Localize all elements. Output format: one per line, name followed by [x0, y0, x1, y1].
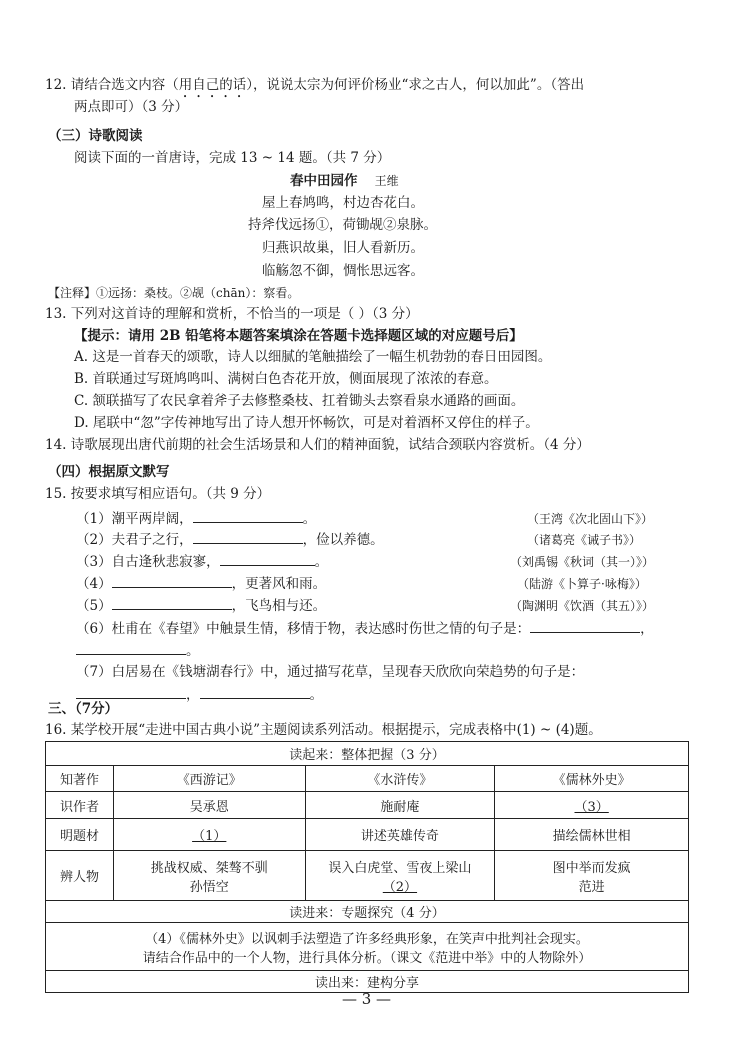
character-3-name: 范进	[578, 879, 605, 895]
q15-1-post: 。	[302, 511, 317, 527]
cell-character-3	[495, 851, 689, 901]
section4-title: （四）根据原文默写	[48, 464, 170, 480]
section3-intro: 阅读下面的一首唐诗，完成 13 ~ 14 题。（共 7 分）	[74, 150, 391, 166]
poem-note: 【注释】①远扬：桑枝。②觇（chān）：察看。	[48, 286, 300, 300]
row-label-know-author: 识作者	[46, 792, 114, 819]
q13-tip: 【提示：请用 2B 铅笔将本题答案填涂在答题卡选择题区域的对应题号后】	[74, 328, 523, 344]
q15-item-1	[76, 508, 316, 528]
q15-item-4	[76, 573, 326, 593]
q15-item-3	[76, 551, 328, 571]
cell-theme-2: 讲述英雄传奇	[305, 819, 495, 851]
q4-line-1: （4）《儒林外史》以讽刺手法塑造了许多经典形象，在笑声中批判社会现实。	[145, 931, 589, 947]
poem-line-2: 持斧伐远扬①，荷锄觇②泉脉。	[248, 217, 437, 233]
cell-theme-blank-1[interactable]	[113, 819, 305, 851]
reading-activity-table	[45, 741, 689, 993]
cell-book-shuihu: 《水浒传》	[305, 766, 495, 792]
row-label-know-work: 知著作	[46, 766, 114, 792]
answer-blank[interactable]	[112, 595, 232, 610]
q15-3-source: （刘禹锡《秋词（其一）》）	[510, 555, 655, 569]
row-label-theme: 明题材	[46, 819, 114, 851]
q15-item-6-cont: 。	[76, 640, 200, 660]
q15-item-2	[76, 529, 384, 549]
answer-blank[interactable]	[76, 640, 186, 655]
q12-emphasis: 用自己的话	[178, 77, 247, 93]
answer-blank[interactable]	[200, 684, 310, 699]
cell-author-2: 施耐庵	[305, 792, 495, 819]
q15-item-7-cont: ， 。	[76, 684, 323, 704]
character-3-desc: 图中举而发疯	[552, 860, 631, 876]
table-header-3: 读出来：建构分享	[46, 971, 689, 993]
table-header-2: 读进来：专题探究（4 分）	[46, 901, 689, 923]
page-number: — 3 —	[341, 990, 392, 1008]
q15-5-pre: （5）	[76, 598, 112, 614]
answer-blank[interactable]	[112, 573, 232, 588]
poem-line-1: 屋上春鸠鸣，村边杏花白。	[262, 195, 424, 211]
cell-author-blank-3[interactable]	[495, 792, 689, 819]
table-q4-cell	[46, 923, 689, 971]
q13-option-c: C. 颔联描写了农民拿着斧子去修整桑枝、扛着锄头去察看泉水通路的画面。	[74, 393, 525, 409]
q15-4-source: （陆游《卜算子·咏梅》）	[517, 577, 647, 591]
cell-book-rulin: 《儒林外史》	[495, 766, 689, 792]
poem-line-3: 归燕识故巢，旧人看新历。	[262, 240, 424, 256]
q15-6-text: （6）杜甫在《春望》中触景生情，移情于物，表达感时伤世之情的句子是：	[76, 621, 531, 637]
q13-stem: 13. 下列对这首诗的理解和赏析，不恰当的一项是（ ）（3 分）	[45, 306, 419, 322]
part3-title: 三、（7分）	[48, 701, 119, 717]
q15-2-post: ，俭以养德。	[302, 532, 384, 548]
blank-2-label[interactable]: （2）	[382, 879, 418, 895]
q12-line2: 两点即可）（3 分）	[74, 99, 189, 115]
section3-title: （三）诗歌阅读	[48, 128, 143, 144]
cell-character-2	[305, 851, 495, 901]
q13-option-b: B. 首联通过写斑鸠鸣叫、满树白色杏花开放，侧面展现了浓浓的春意。	[74, 371, 498, 387]
q15-item-5	[76, 595, 326, 615]
q13-option-d: D. 尾联中“忽”字传神地写出了诗人想开怀畅饮，可是对着酒杯又停住的样子。	[74, 415, 539, 431]
q15-2-source: （诸葛亮《诫子书》）	[527, 533, 642, 547]
q16-stem: 16. 某学校开展“走进中国古典小说”主题阅读系列活动。根据提示，完成表格中(1) ~ (4)题。	[45, 722, 602, 738]
q15-1-source: （王湾《次北固山下》）	[527, 512, 654, 526]
poem-author: 王维	[374, 174, 399, 188]
q15-5-post: ，飞鸟相与还。	[231, 598, 327, 614]
answer-blank[interactable]	[530, 618, 640, 633]
answer-blank[interactable]	[193, 508, 303, 523]
cell-theme-3: 描绘儒林世相	[495, 819, 689, 851]
character-1-desc: 挑战权威、桀骜不驯	[150, 860, 268, 876]
row-label-character: 辨人物	[46, 851, 114, 901]
answer-blank[interactable]	[220, 551, 315, 566]
q15-item-7: （7）白居易在《钱塘湖春行》中，通过描写花草，呈现春天欣欣向荣趋势的句子是：	[76, 664, 585, 680]
q15-3-pre: （3）自古逢秋悲寂寥，	[76, 554, 220, 570]
q15-stem: 15. 按要求填写相应语句。（共 9 分）	[45, 486, 271, 502]
q13-option-a: A. 这是一首春天的颂歌，诗人以细腻的笔触描绘了一幅生机勃勃的春日田园图。	[74, 349, 552, 365]
cell-author-1: 吴承恩	[113, 792, 305, 819]
poem-line-4: 临觞忽不御，惆怅思远客。	[262, 263, 424, 279]
q15-3-post: 。	[314, 554, 329, 570]
character-1-name: 孙悟空	[189, 879, 229, 895]
q15-1-pre: （1）潮平两岸阔，	[76, 511, 193, 527]
blank-1-label: （1）	[192, 829, 227, 844]
answer-blank[interactable]	[193, 529, 303, 544]
q15-item-6: （6）杜甫在《春望》中触景生情，移情于物，表达感时伤世之情的句子是： ，	[76, 618, 654, 638]
q12-text-a: 12. 请结合选文内容（	[45, 77, 179, 93]
poem-title-line	[290, 172, 399, 190]
q15-4-pre: （4）	[76, 576, 112, 592]
poem-title: 春中田园作	[290, 173, 358, 189]
cell-character-1	[113, 851, 305, 901]
q4-line-2: 请结合作品中的一个人物，进行具体分析。（课文《范进中举》中的人物除外）	[142, 950, 592, 966]
q15-5-source: （陶渊明《饮酒（其五）》）	[510, 599, 655, 613]
q15-2-pre: （2）夫君子之行，	[76, 532, 193, 548]
blank-3-label: （3）	[574, 799, 609, 815]
table-header-1: 读起来：整体把握（3 分）	[46, 742, 689, 766]
q12-text-c: ），说说太宗为何评价杨业“求之古人，何以加此”。（答出	[246, 77, 585, 93]
answer-blank[interactable]	[76, 684, 186, 699]
cell-book-xiyouji: 《西游记》	[113, 766, 305, 792]
q15-4-post: ，更著风和雨。	[231, 576, 327, 592]
q14-stem: 14. 诗歌展现出唐代前期的社会生活场景和人们的精神面貌，试结合颈联内容赏析。（4 分）	[45, 437, 590, 453]
character-2-desc: 误入白虎堂、雪夜上梁山	[328, 860, 472, 876]
